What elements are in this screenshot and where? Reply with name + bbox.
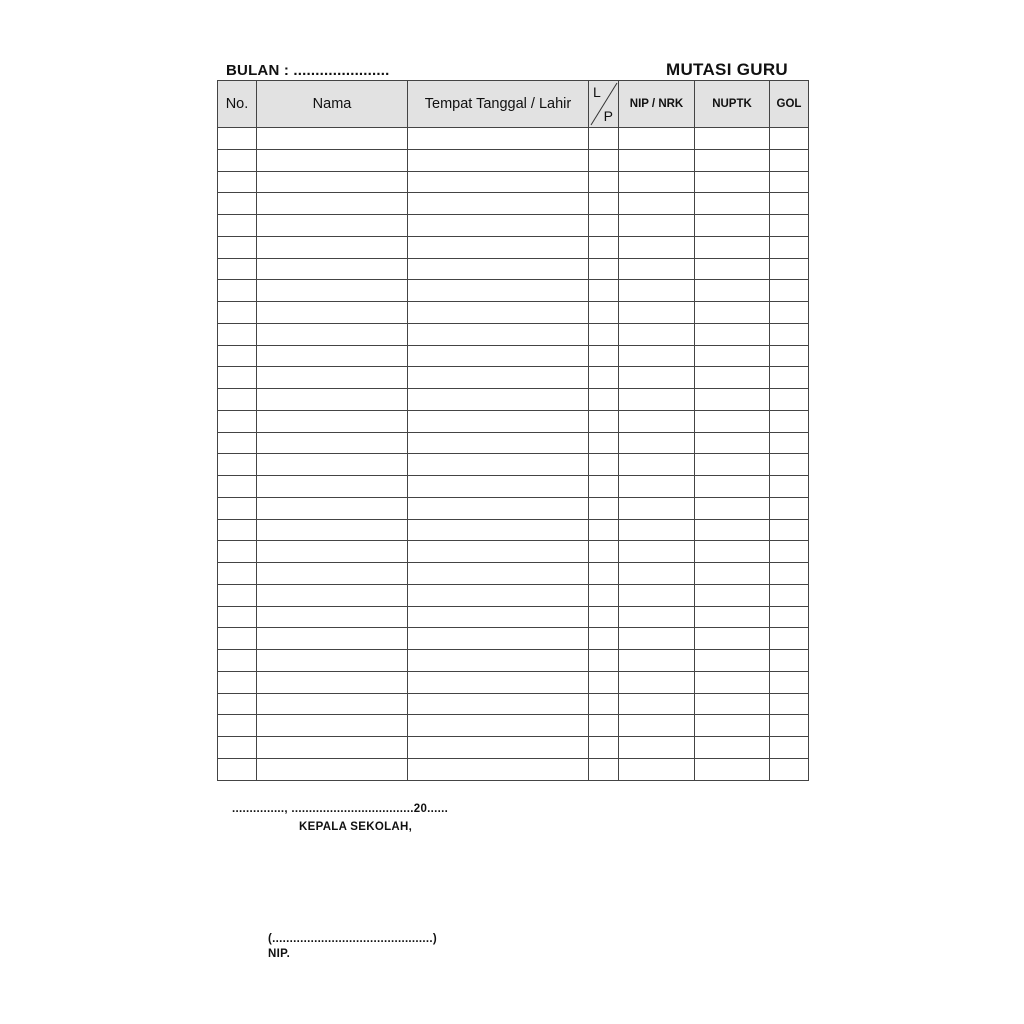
table-cell [257, 215, 408, 237]
table-cell [408, 323, 589, 345]
table-cell [695, 497, 770, 519]
table-cell [589, 128, 619, 150]
table-cell [695, 715, 770, 737]
table-row [218, 432, 809, 454]
table-cell [218, 671, 257, 693]
table-cell [619, 606, 695, 628]
table-row [218, 737, 809, 759]
table-cell [589, 541, 619, 563]
table-cell [619, 497, 695, 519]
table-cell [695, 519, 770, 541]
table-cell [619, 737, 695, 759]
table-cell [619, 454, 695, 476]
table-cell [770, 758, 809, 780]
table-cell [619, 410, 695, 432]
table-cell [218, 584, 257, 606]
table-row [218, 758, 809, 780]
table-row [218, 454, 809, 476]
table-cell [770, 584, 809, 606]
table-cell [619, 628, 695, 650]
page-title: MUTASI GURU [666, 60, 788, 79]
table-cell [619, 758, 695, 780]
table-cell [257, 323, 408, 345]
table-cell [218, 497, 257, 519]
table-cell [257, 410, 408, 432]
table-cell [408, 215, 589, 237]
table-cell [408, 128, 589, 150]
table-cell [619, 476, 695, 498]
table-cell [257, 628, 408, 650]
col-header-lp-p: P [603, 108, 613, 124]
signature-nip: NIP. [268, 948, 291, 960]
table-cell [770, 606, 809, 628]
table-cell [257, 171, 408, 193]
table-cell [695, 628, 770, 650]
table-cell [257, 280, 408, 302]
table-body [218, 128, 809, 781]
table-cell [589, 650, 619, 672]
table-cell [218, 432, 257, 454]
table-row [218, 302, 809, 324]
table-cell [770, 715, 809, 737]
table-cell [257, 606, 408, 628]
table-cell [589, 628, 619, 650]
table-cell [619, 236, 695, 258]
table-cell [619, 519, 695, 541]
table-cell [695, 171, 770, 193]
table-cell [695, 541, 770, 563]
table-row [218, 193, 809, 215]
table-cell [218, 345, 257, 367]
table-row [218, 323, 809, 345]
table-cell [619, 693, 695, 715]
table-cell [257, 563, 408, 585]
table-cell [408, 476, 589, 498]
table-cell [589, 193, 619, 215]
table-cell [695, 693, 770, 715]
table-cell [408, 519, 589, 541]
col-header-nama: Nama [257, 81, 408, 128]
table-cell [589, 236, 619, 258]
table-cell [218, 715, 257, 737]
table-cell [408, 454, 589, 476]
table-cell [589, 519, 619, 541]
table-cell [695, 758, 770, 780]
table-cell [589, 454, 619, 476]
table-cell [695, 367, 770, 389]
table-cell [589, 671, 619, 693]
table-row [218, 236, 809, 258]
table-cell [218, 193, 257, 215]
table-cell [770, 476, 809, 498]
table-cell [218, 236, 257, 258]
table-cell [619, 563, 695, 585]
table-cell [770, 302, 809, 324]
table-cell [619, 541, 695, 563]
table-cell [770, 454, 809, 476]
table-cell [695, 280, 770, 302]
table-cell [257, 541, 408, 563]
table-cell [619, 671, 695, 693]
table-cell [695, 410, 770, 432]
table-cell [589, 693, 619, 715]
table-cell [695, 650, 770, 672]
table-cell [695, 671, 770, 693]
col-header-nip: NIP / NRK [619, 81, 695, 128]
table-cell [257, 715, 408, 737]
table-cell [257, 302, 408, 324]
table-cell [770, 258, 809, 280]
table-row [218, 171, 809, 193]
table-cell [589, 171, 619, 193]
table-cell [619, 367, 695, 389]
table-cell [619, 345, 695, 367]
table-cell [770, 519, 809, 541]
table-cell [218, 476, 257, 498]
table-cell [770, 215, 809, 237]
bulan-field: BULAN : ...................... [226, 62, 390, 79]
table-cell [408, 606, 589, 628]
table-cell [257, 367, 408, 389]
table-cell [770, 650, 809, 672]
table-cell [770, 128, 809, 150]
col-header-nuptk: NUPTK [695, 81, 770, 128]
table-cell [257, 671, 408, 693]
table-cell [770, 149, 809, 171]
table-row [218, 671, 809, 693]
table-cell [589, 758, 619, 780]
table-cell [770, 171, 809, 193]
table-cell [695, 476, 770, 498]
table-cell [257, 758, 408, 780]
table-header-row [218, 81, 809, 128]
table-cell [257, 497, 408, 519]
table-cell [619, 432, 695, 454]
table-cell [408, 193, 589, 215]
table-cell [589, 367, 619, 389]
table-row [218, 497, 809, 519]
table-cell [589, 715, 619, 737]
table-cell [619, 302, 695, 324]
table-cell [257, 236, 408, 258]
table-cell [408, 389, 589, 411]
table-cell [695, 302, 770, 324]
table-cell [408, 563, 589, 585]
col-header-lp-l: L [593, 84, 601, 100]
table-cell [589, 280, 619, 302]
table-cell [770, 671, 809, 693]
table-cell [218, 650, 257, 672]
table-cell [770, 737, 809, 759]
table-cell [770, 345, 809, 367]
table-cell [257, 149, 408, 171]
table-cell [619, 389, 695, 411]
table-cell [408, 715, 589, 737]
signature-name-line: (..............................................) [268, 933, 438, 945]
table-cell [589, 215, 619, 237]
table-row [218, 476, 809, 498]
table-cell [619, 584, 695, 606]
table-row [218, 280, 809, 302]
table-row [218, 410, 809, 432]
table-cell [218, 454, 257, 476]
table-cell [257, 389, 408, 411]
table-cell [619, 128, 695, 150]
table-cell [770, 193, 809, 215]
table-cell [770, 280, 809, 302]
table-row [218, 628, 809, 650]
table-row [218, 149, 809, 171]
table-cell [589, 476, 619, 498]
table-cell [619, 715, 695, 737]
table-cell [408, 584, 589, 606]
table-row [218, 345, 809, 367]
table-cell [695, 149, 770, 171]
place-date-line: ..............., ...................................20...... [232, 803, 449, 815]
table-cell [619, 323, 695, 345]
table-cell [218, 258, 257, 280]
table-cell [257, 519, 408, 541]
table-cell [257, 476, 408, 498]
table-cell [408, 280, 589, 302]
table-cell [770, 367, 809, 389]
table-cell [589, 410, 619, 432]
table-cell [619, 215, 695, 237]
table-cell [408, 410, 589, 432]
table-cell [218, 215, 257, 237]
table-row [218, 584, 809, 606]
table-cell [408, 650, 589, 672]
table-row [218, 650, 809, 672]
table-cell [770, 236, 809, 258]
table-cell [695, 563, 770, 585]
table-cell [619, 171, 695, 193]
table-cell [589, 149, 619, 171]
table-cell [218, 323, 257, 345]
table-row [218, 215, 809, 237]
table-cell [257, 650, 408, 672]
table-cell [589, 389, 619, 411]
table-cell [257, 693, 408, 715]
table-cell [589, 345, 619, 367]
table-cell [218, 693, 257, 715]
table-cell [218, 128, 257, 150]
table-row [218, 519, 809, 541]
table-cell [257, 193, 408, 215]
table-cell [589, 323, 619, 345]
mutasi-table [217, 80, 809, 781]
table-cell [408, 758, 589, 780]
table-cell [408, 236, 589, 258]
table-row [218, 541, 809, 563]
table-cell [770, 410, 809, 432]
table-cell [218, 541, 257, 563]
table-cell [257, 584, 408, 606]
table-cell [218, 758, 257, 780]
table-cell [695, 193, 770, 215]
table-cell [257, 737, 408, 759]
table-cell [770, 563, 809, 585]
table-cell [695, 128, 770, 150]
table-cell [695, 432, 770, 454]
table-cell [408, 258, 589, 280]
table-cell [695, 389, 770, 411]
table-cell [408, 497, 589, 519]
table-cell [218, 302, 257, 324]
table-cell [695, 215, 770, 237]
table-cell [695, 454, 770, 476]
table-cell [257, 128, 408, 150]
table-cell [619, 280, 695, 302]
table-cell [218, 606, 257, 628]
table-cell [218, 737, 257, 759]
table-cell [218, 410, 257, 432]
table-cell [218, 149, 257, 171]
table-row [218, 715, 809, 737]
table-cell [695, 323, 770, 345]
table-cell [257, 258, 408, 280]
table-cell [589, 737, 619, 759]
table-cell [408, 693, 589, 715]
table-cell [619, 193, 695, 215]
table-cell [408, 367, 589, 389]
table-cell [695, 606, 770, 628]
table-cell [619, 258, 695, 280]
col-header-gol: GOL [770, 81, 809, 128]
table-cell [589, 258, 619, 280]
table-cell [770, 323, 809, 345]
table-cell [589, 497, 619, 519]
table-cell [257, 432, 408, 454]
table-cell [408, 432, 589, 454]
table-cell [408, 345, 589, 367]
table-cell [589, 432, 619, 454]
table-row [218, 563, 809, 585]
table-cell [408, 302, 589, 324]
table-cell [218, 563, 257, 585]
table-row [218, 128, 809, 150]
table-cell [218, 171, 257, 193]
table-cell [589, 606, 619, 628]
table-cell [770, 628, 809, 650]
signature-role: KEPALA SEKOLAH, [299, 821, 413, 833]
table-cell [218, 628, 257, 650]
table-cell [218, 519, 257, 541]
table-cell [695, 236, 770, 258]
table-row [218, 606, 809, 628]
table-row [218, 389, 809, 411]
table-row [218, 367, 809, 389]
table-row [218, 693, 809, 715]
table-cell [770, 389, 809, 411]
table-cell [770, 432, 809, 454]
table-cell [408, 541, 589, 563]
table-cell [218, 389, 257, 411]
table-cell [619, 650, 695, 672]
table-cell [770, 497, 809, 519]
table-cell [408, 628, 589, 650]
table-cell [589, 584, 619, 606]
table-cell [619, 149, 695, 171]
table-cell [695, 345, 770, 367]
table-cell [218, 367, 257, 389]
table-cell [218, 280, 257, 302]
table-cell [589, 563, 619, 585]
table-cell [257, 454, 408, 476]
table-cell [695, 737, 770, 759]
table-cell [770, 541, 809, 563]
table-cell [408, 737, 589, 759]
table-cell [408, 171, 589, 193]
col-header-ttl: Tempat Tanggal / Lahir [408, 81, 589, 128]
table-cell [770, 693, 809, 715]
table-cell [589, 302, 619, 324]
table-cell [408, 149, 589, 171]
col-header-no: No. [218, 81, 257, 128]
table-cell [695, 258, 770, 280]
col-header-lp [589, 81, 619, 128]
table-cell [408, 671, 589, 693]
table-cell [695, 584, 770, 606]
table-cell [257, 345, 408, 367]
table-row [218, 258, 809, 280]
